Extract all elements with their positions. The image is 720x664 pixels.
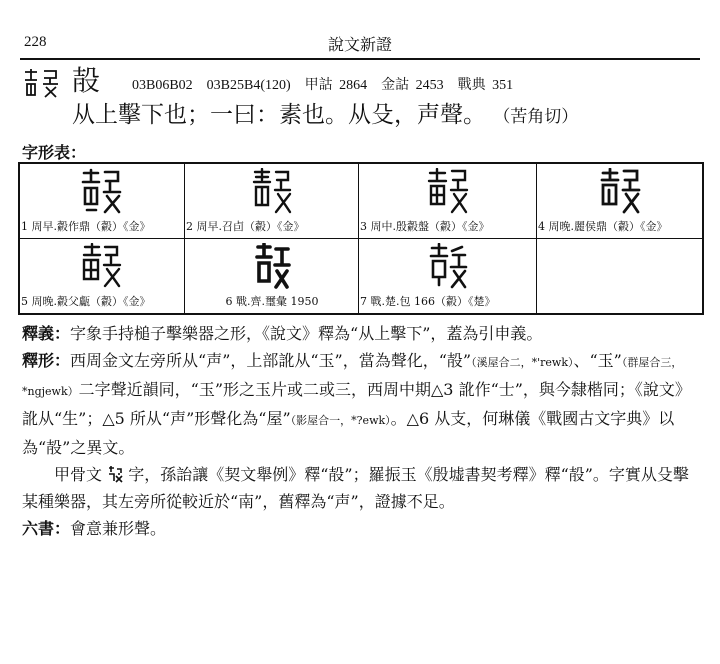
entry-codes: 03B06B02 03B25B4(120) 甲詁 2864 金詁 2453 戰典 351 bbox=[132, 78, 514, 93]
warring-states-glyph-6 bbox=[252, 243, 292, 291]
glyph-caption: 5 周晚.㲉父甗（㲉）《金》 bbox=[21, 295, 151, 308]
shixing-text: 二字聲近韻同，“玉”形之玉片或二或三，西周中期△3 訛作“士”，與今隸楷同；《說文》訛从“生”；△5 所从“声”形聲化為“屋” bbox=[22, 380, 691, 428]
shuowen-definition bbox=[72, 100, 578, 132]
head-character: 㱿 bbox=[72, 64, 101, 97]
glyph-cell bbox=[185, 164, 358, 238]
bronze-glyph-3 bbox=[425, 168, 471, 216]
page-header bbox=[20, 30, 700, 56]
liushu-text: 會意兼形聲。 bbox=[70, 519, 167, 538]
fanqie-reading: （苦角切） bbox=[493, 107, 579, 127]
bronze-glyph-1 bbox=[80, 168, 124, 216]
book-title: 說文新證 bbox=[327, 35, 392, 54]
glyph-cell bbox=[359, 164, 536, 238]
bronze-glyph-4 bbox=[598, 168, 642, 216]
glyph-cell bbox=[537, 164, 702, 238]
shixing-text: 西周金文左旁所从“声”，上部訛从“玉”，當為聲化，“㱿” bbox=[70, 351, 472, 370]
definition-text: 从上擊下也；一曰：素也。从殳，声聲。 bbox=[72, 102, 486, 128]
entry-line bbox=[22, 66, 702, 100]
glyph-caption: 4 周晚.麗侯鼎（㲉）《金》 bbox=[538, 220, 668, 233]
phonetic-note: （影屋合一，*?ewk） bbox=[290, 414, 391, 427]
shixing-text: 。△6 从支，何琳儀《戰國古文字典》以為“㱿”之異文。 bbox=[22, 409, 675, 457]
header-rule bbox=[20, 58, 700, 60]
liushu-label: 六書： bbox=[22, 519, 71, 538]
glyph-cell bbox=[20, 239, 184, 313]
paragraph-text: 字，孫詒讓《契文舉例》釋“㱿”；羅振玉《殷墟書契考釋》釋“㱿”。字實从殳擊某種樂器，其左旁所從較近於“南”，舊釋為“声”，證據不足。 bbox=[22, 465, 689, 511]
glyph-caption: 2 周早.召卣（㲉）《金》 bbox=[186, 220, 305, 233]
empty-glyph-cell bbox=[537, 239, 702, 313]
chu-glyph-7 bbox=[426, 243, 470, 291]
phonetic-note: （溪屋合二，*'rewk） bbox=[471, 356, 574, 369]
glyph-table-label: 字形表： bbox=[22, 143, 87, 162]
oracle-bone-glyph bbox=[107, 465, 123, 483]
glyph-caption: 3 周中.殷㲉盤（㲉）《金》 bbox=[360, 220, 490, 233]
commentary bbox=[22, 320, 700, 542]
shiyi-text: 字象手持槌子擊樂器之形，《說文》釋為“从上擊下”，蓋為引申義。 bbox=[70, 324, 543, 343]
shiyi-label: 釋義： bbox=[22, 324, 71, 343]
glyph-caption: 7 戰.楚.包 166（㲉）《楚》 bbox=[360, 295, 496, 308]
bronze-glyph-5 bbox=[80, 243, 124, 291]
shixing-text: 、“玉” bbox=[573, 351, 622, 370]
page-number: 228 bbox=[24, 34, 47, 50]
phonetic-note: （群屋合三，*ngjewk） bbox=[22, 356, 683, 398]
liushu-paragraph bbox=[22, 515, 700, 542]
oracle-bone-paragraph bbox=[22, 461, 700, 515]
shixing-paragraph bbox=[22, 347, 700, 461]
bronze-glyph-2 bbox=[250, 168, 294, 216]
shiyi-paragraph bbox=[22, 320, 700, 347]
glyph-cell bbox=[359, 239, 536, 313]
glyph-table bbox=[18, 162, 704, 315]
glyph-cell bbox=[185, 239, 358, 313]
shixing-label: 釋形： bbox=[22, 351, 71, 370]
glyph-caption: 1 周早.㲉作鼎（㲉）《金》 bbox=[21, 220, 151, 233]
glyph-cell bbox=[20, 164, 184, 238]
paragraph-text: 甲骨文 bbox=[54, 465, 103, 484]
seal-script-glyph bbox=[22, 68, 62, 98]
glyph-caption: 6 戰.齊.璽彙 1950 bbox=[225, 295, 319, 308]
